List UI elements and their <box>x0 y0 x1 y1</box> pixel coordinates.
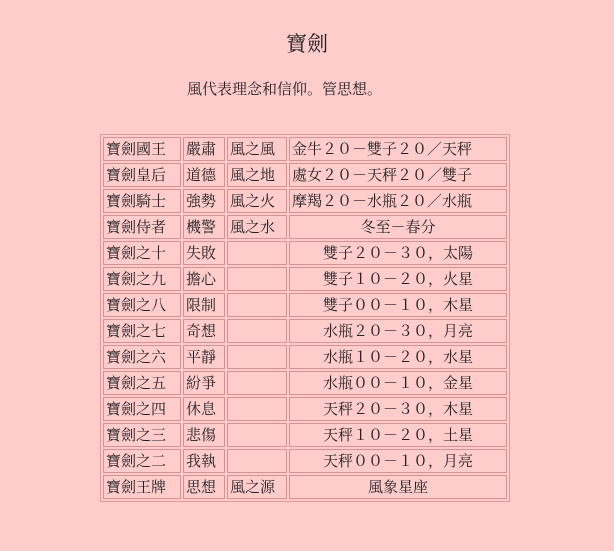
card-name-cell: 寶劍王牌 <box>103 475 181 499</box>
astrology-cell: 冬至－春分 <box>289 215 507 239</box>
card-name-cell: 寶劍國王 <box>103 137 181 161</box>
meaning-cell: 限制 <box>183 293 225 317</box>
table-row <box>103 449 507 473</box>
element-cell <box>227 371 287 395</box>
card-name-cell: 寶劍騎士 <box>103 189 181 213</box>
astrology-cell: 雙子１０－２０，火星 <box>289 267 507 291</box>
table-row <box>103 241 507 265</box>
card-name-cell: 寶劍之三 <box>103 423 181 447</box>
table-row <box>103 397 507 421</box>
astrology-cell: 水瓶２０－３０，月亮 <box>289 319 507 343</box>
astrology-cell: 天秤２０－３０，木星 <box>289 397 507 421</box>
astrology-cell: 處女２０－天秤２０／雙子 <box>289 163 507 187</box>
element-cell <box>227 449 287 473</box>
swords-table <box>100 134 510 502</box>
table-row <box>103 267 507 291</box>
element-cell: 風之源 <box>227 475 287 499</box>
table-row <box>103 137 507 161</box>
meaning-cell: 擔心 <box>183 267 225 291</box>
astrology-cell: 摩羯２０－水瓶２０／水瓶 <box>289 189 507 213</box>
astrology-cell: 水瓶１０－２０，水星 <box>289 345 507 369</box>
page-subtitle: 風代表理念和信仰。管思想。 <box>187 80 383 98</box>
card-name-cell: 寶劍之九 <box>103 267 181 291</box>
astrology-cell: 金牛２０－雙子２０／天秤 <box>289 137 507 161</box>
element-cell <box>227 267 287 291</box>
element-cell: 風之水 <box>227 215 287 239</box>
meaning-cell: 悲傷 <box>183 423 225 447</box>
meaning-cell: 紛爭 <box>183 371 225 395</box>
table-row <box>103 163 507 187</box>
card-name-cell: 寶劍之四 <box>103 397 181 421</box>
meaning-cell: 思想 <box>183 475 225 499</box>
element-cell: 風之風 <box>227 137 287 161</box>
meaning-cell: 嚴肅 <box>183 137 225 161</box>
table-row <box>103 371 507 395</box>
table-row <box>103 189 507 213</box>
table-row <box>103 319 507 343</box>
card-name-cell: 寶劍之六 <box>103 345 181 369</box>
element-cell: 風之火 <box>227 189 287 213</box>
astrology-cell: 天秤１０－２０，土星 <box>289 423 507 447</box>
table-row <box>103 215 507 239</box>
meaning-cell: 我執 <box>183 449 225 473</box>
element-cell <box>227 293 287 317</box>
element-cell <box>227 241 287 265</box>
card-name-cell: 寶劍之十 <box>103 241 181 265</box>
astrology-cell: 水瓶００－１０，金星 <box>289 371 507 395</box>
meaning-cell: 道德 <box>183 163 225 187</box>
element-cell <box>227 423 287 447</box>
page-title: 寶劍 <box>286 32 328 56</box>
card-name-cell: 寶劍之七 <box>103 319 181 343</box>
element-cell <box>227 319 287 343</box>
meaning-cell: 平靜 <box>183 345 225 369</box>
meaning-cell: 強勢 <box>183 189 225 213</box>
astrology-cell: 雙子００－１０，木星 <box>289 293 507 317</box>
meaning-cell: 休息 <box>183 397 225 421</box>
meaning-cell: 機警 <box>183 215 225 239</box>
element-cell <box>227 397 287 421</box>
card-name-cell: 寶劍之八 <box>103 293 181 317</box>
table-row <box>103 345 507 369</box>
table-row <box>103 475 507 499</box>
meaning-cell: 奇想 <box>183 319 225 343</box>
astrology-cell: 天秤００－１０，月亮 <box>289 449 507 473</box>
card-name-cell: 寶劍之五 <box>103 371 181 395</box>
table-row <box>103 423 507 447</box>
astrology-cell: 雙子２０－３０，太陽 <box>289 241 507 265</box>
table-row <box>103 293 507 317</box>
element-cell <box>227 345 287 369</box>
card-name-cell: 寶劍侍者 <box>103 215 181 239</box>
card-name-cell: 寶劍之二 <box>103 449 181 473</box>
card-name-cell: 寶劍皇后 <box>103 163 181 187</box>
meaning-cell: 失敗 <box>183 241 225 265</box>
astrology-cell: 風象星座 <box>289 475 507 499</box>
element-cell: 風之地 <box>227 163 287 187</box>
